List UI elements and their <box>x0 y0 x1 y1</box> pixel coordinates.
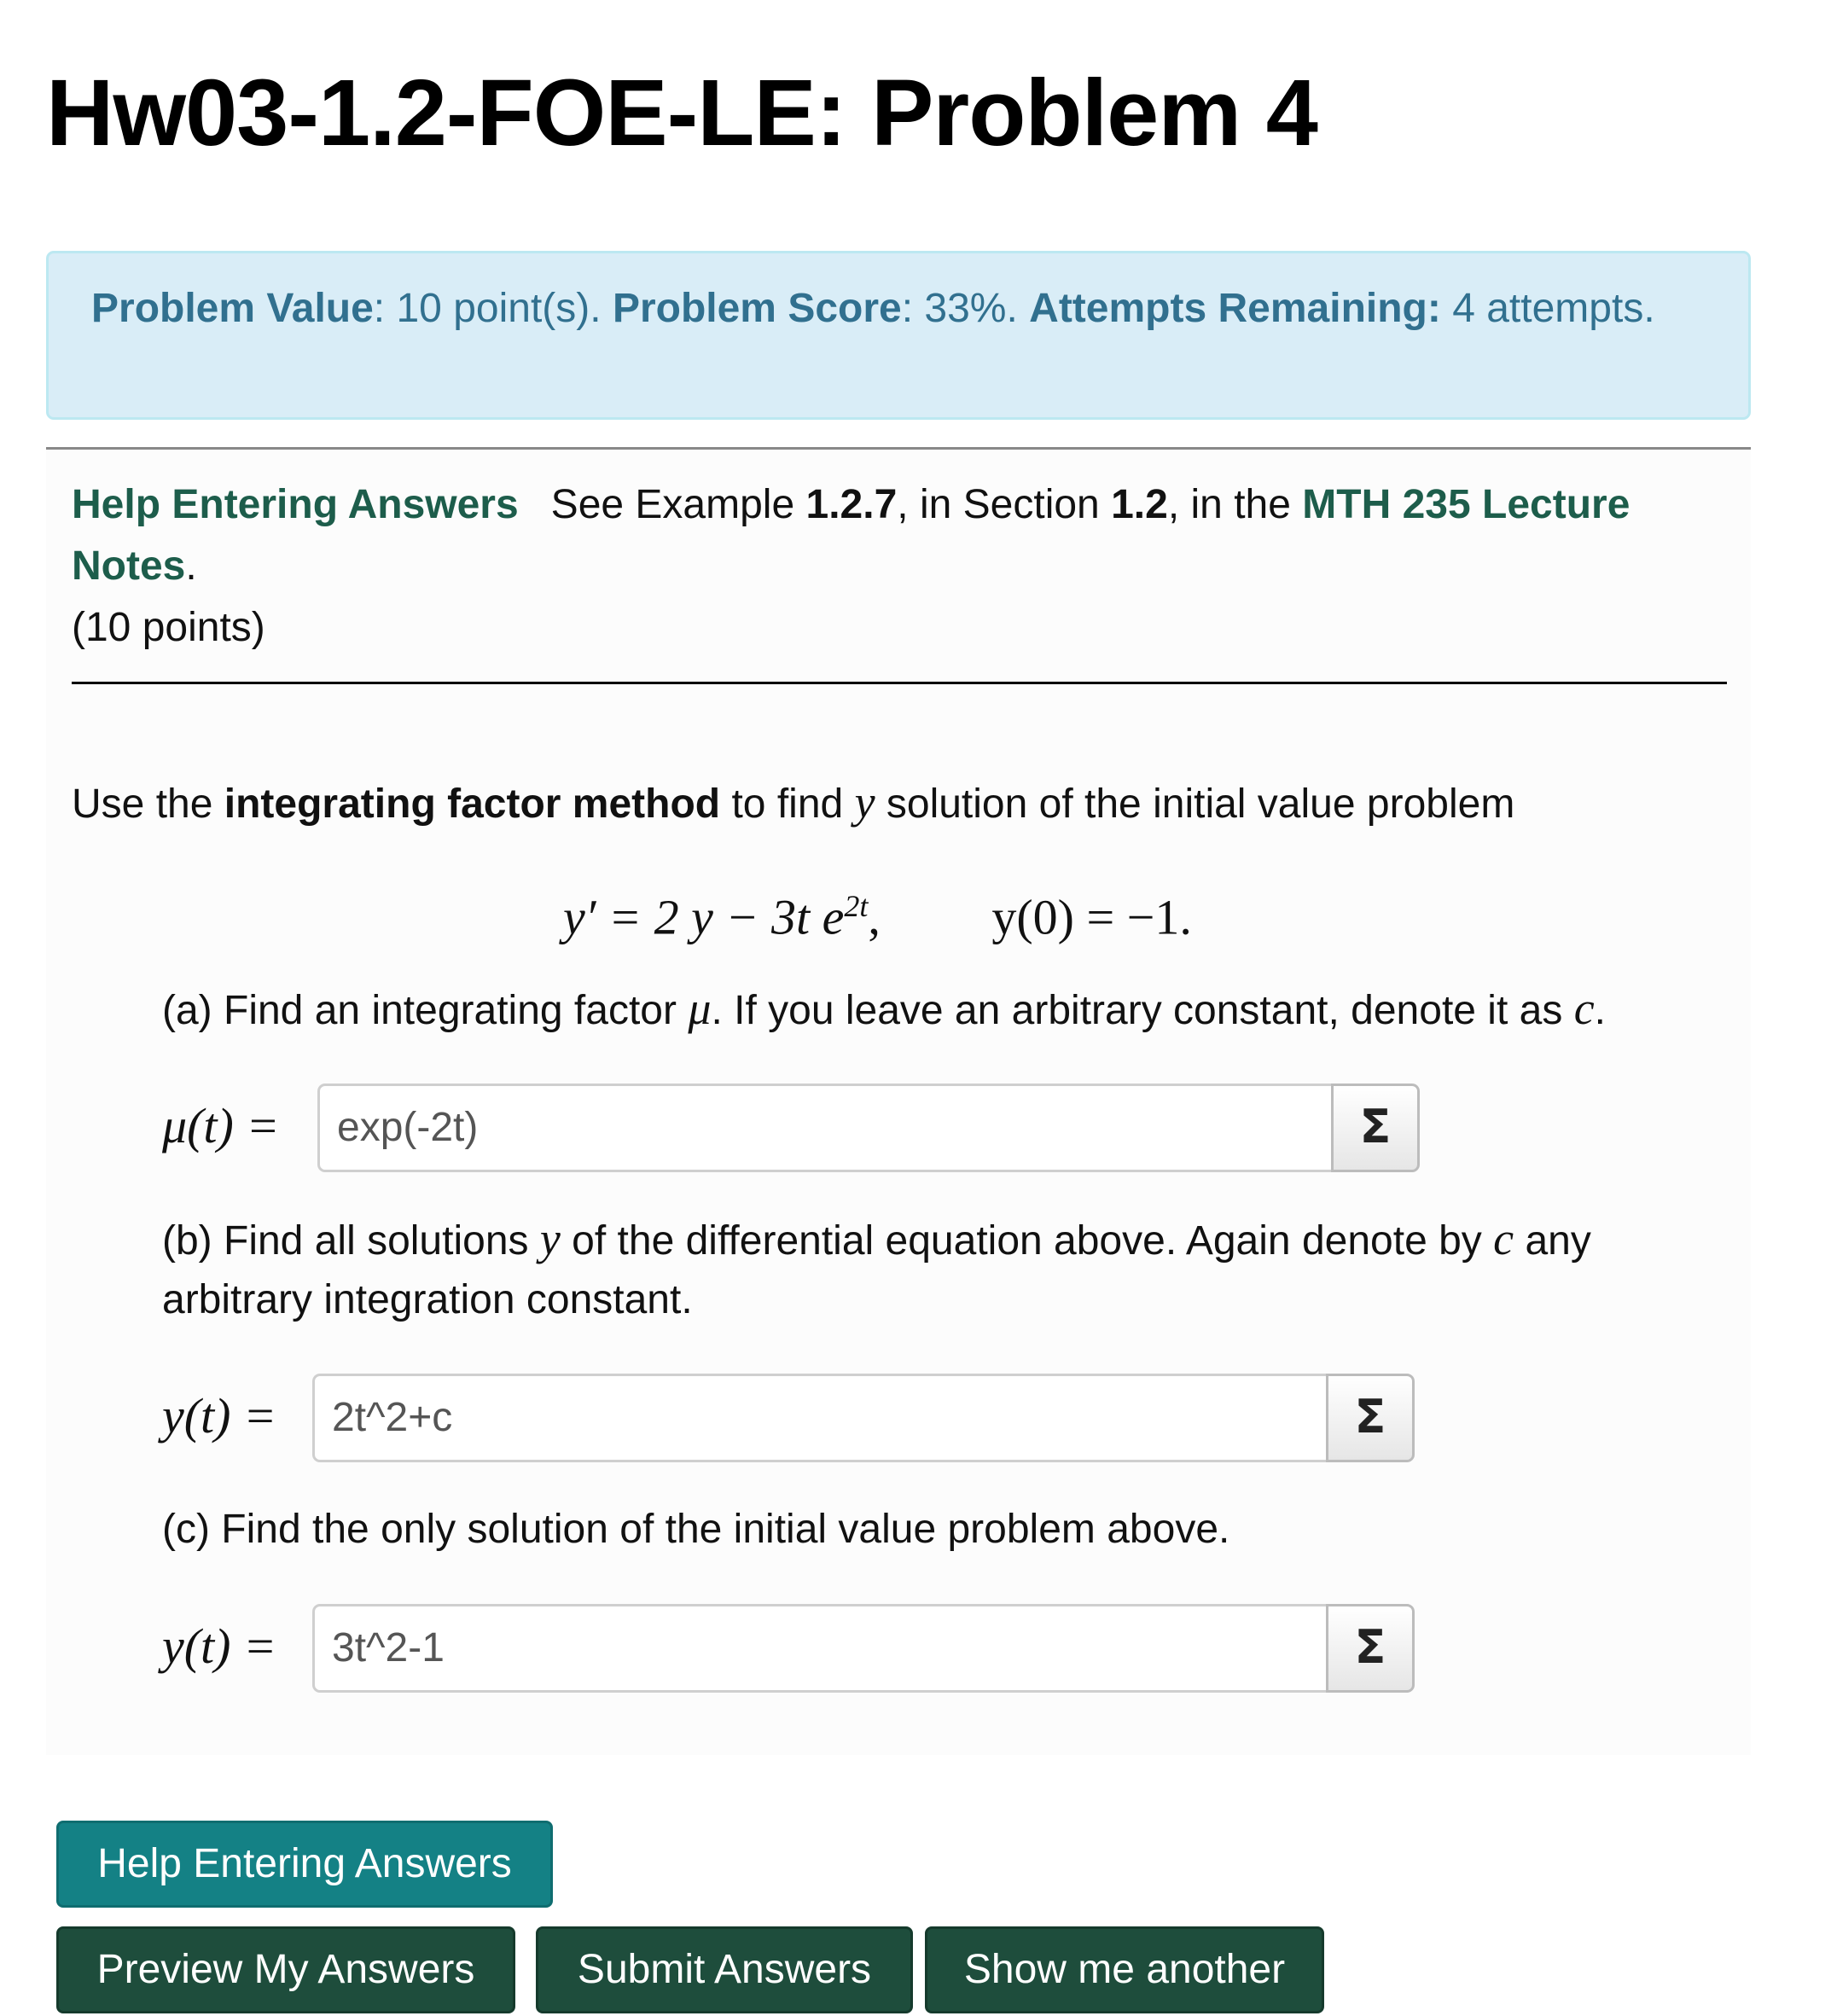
part-a-c: c <box>1573 983 1595 1034</box>
problem-info-box <box>46 251 1751 420</box>
part-b-equation-editor-button[interactable]: Σ <box>1326 1374 1415 1462</box>
help-text-in: , in the <box>1167 482 1291 527</box>
part-b-lhs-text: y(t) = <box>162 1388 277 1444</box>
help-text-end: . <box>185 543 197 589</box>
part-b-pre: (b) Find all solutions <box>162 1218 529 1264</box>
part-b-post: any arbitrary integration constant. <box>162 1218 1591 1322</box>
problem-value-text: : 10 point(s). <box>373 286 602 331</box>
lecture-notes-link[interactable]: MTH 235 Lecture Notes <box>72 482 1630 589</box>
submit-answers-button[interactable]: Submit Answers <box>536 1926 913 2013</box>
part-a-answer-input[interactable]: exp(-2t) <box>317 1084 1331 1172</box>
part-a-pre: (a) Find an integrating factor <box>162 988 677 1033</box>
intro-pre: Use the <box>72 781 213 827</box>
intro-post: solution of the initial value problem <box>886 781 1515 827</box>
problem-value-label: Problem Value <box>91 286 374 331</box>
attempts-remaining-label: Attempts Remaining: <box>1029 286 1441 331</box>
intro-var: y <box>854 776 875 828</box>
part-b-question <box>162 1210 1681 1329</box>
preview-answers-button[interactable]: Preview My Answers <box>56 1926 515 2013</box>
section-divider <box>72 682 1727 684</box>
part-c-question: (c) Find the only solution of the initial value problem above. <box>162 1507 1230 1552</box>
part-b-y: y <box>539 1213 561 1264</box>
help-text-see: See Example <box>550 482 795 527</box>
part-c-lhs <box>162 1604 276 1689</box>
help-line <box>72 474 1693 597</box>
show-another-button[interactable]: Show me another <box>925 1926 1324 2013</box>
part-c-answer-input[interactable]: 3t^2-1 <box>312 1604 1326 1693</box>
page-title: Hw03-1.2-FOE-LE: Problem 4 <box>46 61 1317 166</box>
part-b-lhs <box>162 1374 276 1459</box>
example-number: 1.2.7 <box>805 482 898 527</box>
part-c-lhs-text: y(t) = <box>162 1618 277 1674</box>
problem-score-label: Problem Score <box>612 286 902 331</box>
equation-initial-condition: , y(0) = −1. <box>868 889 1192 945</box>
attempts-remaining-text: 4 attempts. <box>1452 286 1655 331</box>
help-entering-answers-button[interactable]: Help Entering Answers <box>56 1821 553 1908</box>
part-b-answer-input[interactable]: 2t^2+c <box>312 1374 1326 1462</box>
intro-mid: to find <box>731 781 844 827</box>
part-a-equation-editor-button[interactable]: Σ <box>1331 1084 1420 1172</box>
part-b-c: c <box>1493 1213 1514 1264</box>
section-number: 1.2 <box>1111 482 1168 527</box>
part-a-question <box>162 979 1681 1040</box>
problem-score-text: : 33%. <box>901 286 1018 331</box>
part-a-mu: μ <box>688 983 712 1034</box>
points-label: (10 points) <box>72 605 265 650</box>
differential-equation <box>563 872 1192 951</box>
part-a-post: . If you leave an arbitrary constant, denote it as <box>711 988 1563 1033</box>
equation-exponent: 2t <box>844 889 869 923</box>
problem-intro <box>72 771 1514 835</box>
help-entering-answers-link[interactable]: Help Entering Answers <box>72 482 519 527</box>
part-a-lhs-text: μ(t) = <box>162 1098 280 1153</box>
part-b-mid: of the differential equation above. Again denote by <box>572 1218 1482 1264</box>
part-c-equation-editor-button[interactable]: Σ <box>1326 1604 1415 1693</box>
part-a-end: . <box>1594 988 1606 1033</box>
part-a-lhs <box>162 1084 280 1169</box>
intro-bold: integrating factor method <box>224 781 721 827</box>
help-text-section: , in Section <box>897 482 1100 527</box>
equation-lhs: y′ = 2 y − 3t e <box>563 889 845 945</box>
